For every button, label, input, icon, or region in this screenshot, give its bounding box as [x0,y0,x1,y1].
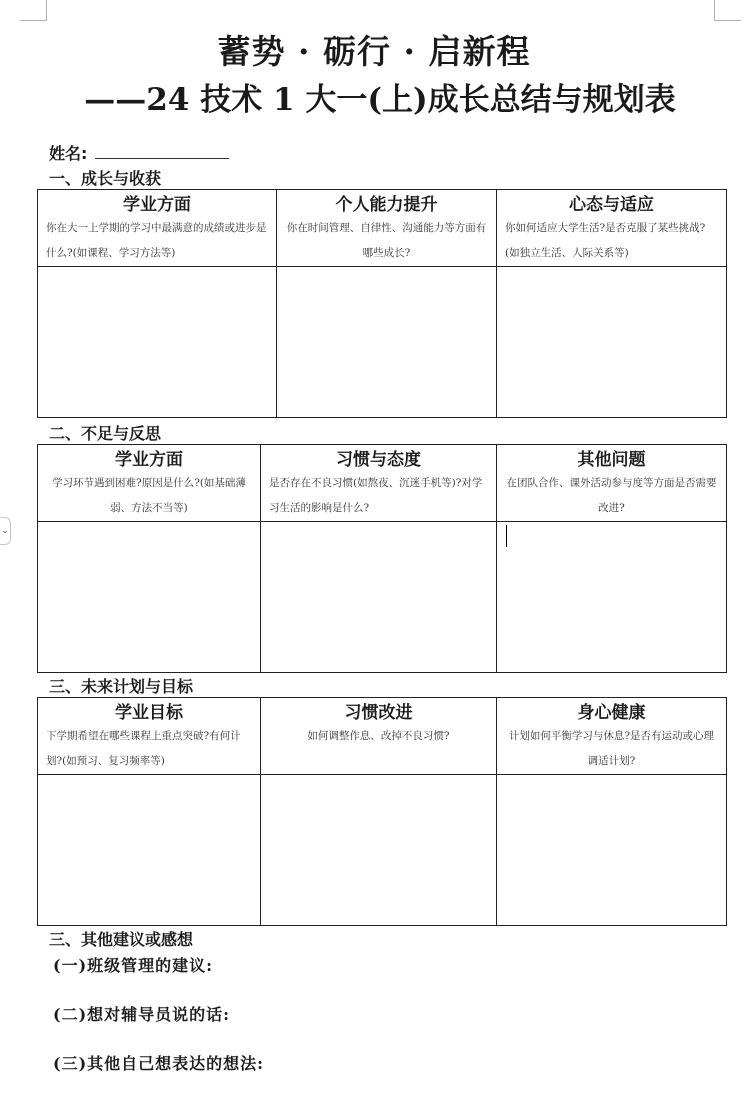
page-corner-mark-right [714,0,741,21]
name-label: 姓名: [49,144,88,163]
name-blank-line[interactable] [95,144,229,159]
suggestion-other-thoughts[interactable]: (三)其他自己想表达的想法: [53,1054,265,1073]
column-prompt: 学习环节遇到困难?原因是什么?(如基础薄弱、方法不当等) [52,477,246,514]
growth-ability-header [277,190,497,267]
suggestion-class-management[interactable]: (一)班级管理的建议: [53,956,214,975]
column-prompt: 在团队合作、课外活动参与度等方面是否需要改进? [506,477,717,514]
column-prompt: 如何调整作息、改掉不良习惯? [307,730,450,742]
plans-academic-header [38,698,261,775]
growth-academic-header [38,190,277,267]
column-prompt: 是否存在不良习惯(如熬夜、沉迷手机等)?对学习生活的影响是什么? [269,477,483,514]
growth-mindset-header [497,190,727,267]
plans-academic-answer[interactable] [38,775,261,926]
growth-academic-answer[interactable] [38,267,277,418]
column-prompt: 计划如何平衡学习与休息?是否有运动或心理调适计划? [508,730,715,767]
column-label: 习惯改进 [344,703,413,723]
column-prompt: 你在时间管理、自律性、沟通能力等方面有哪些成长? [286,222,487,259]
section-title-suggestions: 三、其他建议或感想 [49,930,194,949]
growth-mindset-answer[interactable] [497,267,727,418]
column-label: 学业方面 [115,450,183,470]
plans-table [37,697,727,926]
reflection-academic-answer[interactable] [38,522,261,673]
section-title-growth: 一、成长与收获 [49,169,162,188]
reflection-other-header [497,445,727,522]
column-prompt: 下学期希望在哪些课程上重点突破?有何计划?(如预习、复习频率等) [46,730,241,767]
suggestion-to-counselor[interactable]: (二)想对辅导员说的话: [53,1005,231,1024]
column-label: 心态与适应 [569,195,654,215]
column-label: 个人能力提升 [335,195,438,215]
page-corner-mark-left [20,0,47,21]
section-title-reflection: 二、不足与反思 [49,424,162,443]
column-prompt: 你在大一上学期的学习中最满意的成绩或进步是什么?(如课程、学习方法等) [46,222,267,259]
document-title: 蓄势 · 砺行 · 启新程 [217,32,531,71]
column-prompt: 你如何适应大学生活?是否克服了某些挑战?(如独立生活、人际关系等) [505,222,706,259]
reflection-table [37,444,727,673]
chevron-down-icon[interactable]: ⌄ [0,517,11,545]
column-label: 学业方面 [123,195,191,215]
reflection-habits-answer[interactable] [261,522,497,673]
plans-habits-answer[interactable] [261,775,497,926]
column-label: 身心健康 [577,703,646,723]
reflection-habits-header [261,445,497,522]
growth-table [37,189,727,418]
column-label: 学业目标 [115,703,183,723]
growth-ability-answer[interactable] [277,267,497,418]
plans-health-answer[interactable] [497,775,727,926]
plans-health-header [497,698,727,775]
name-field[interactable] [49,141,229,164]
reflection-academic-header [38,445,261,522]
document-subtitle: ——24 技术 1 大一(上)成长总结与规划表 [84,82,676,118]
plans-habits-header [261,698,497,775]
text-cursor [506,525,507,547]
reflection-other-answer[interactable] [497,522,727,673]
column-label: 习惯与态度 [336,450,421,470]
column-label: 其他问题 [577,450,646,470]
section-title-plans: 三、未来计划与目标 [49,677,194,696]
